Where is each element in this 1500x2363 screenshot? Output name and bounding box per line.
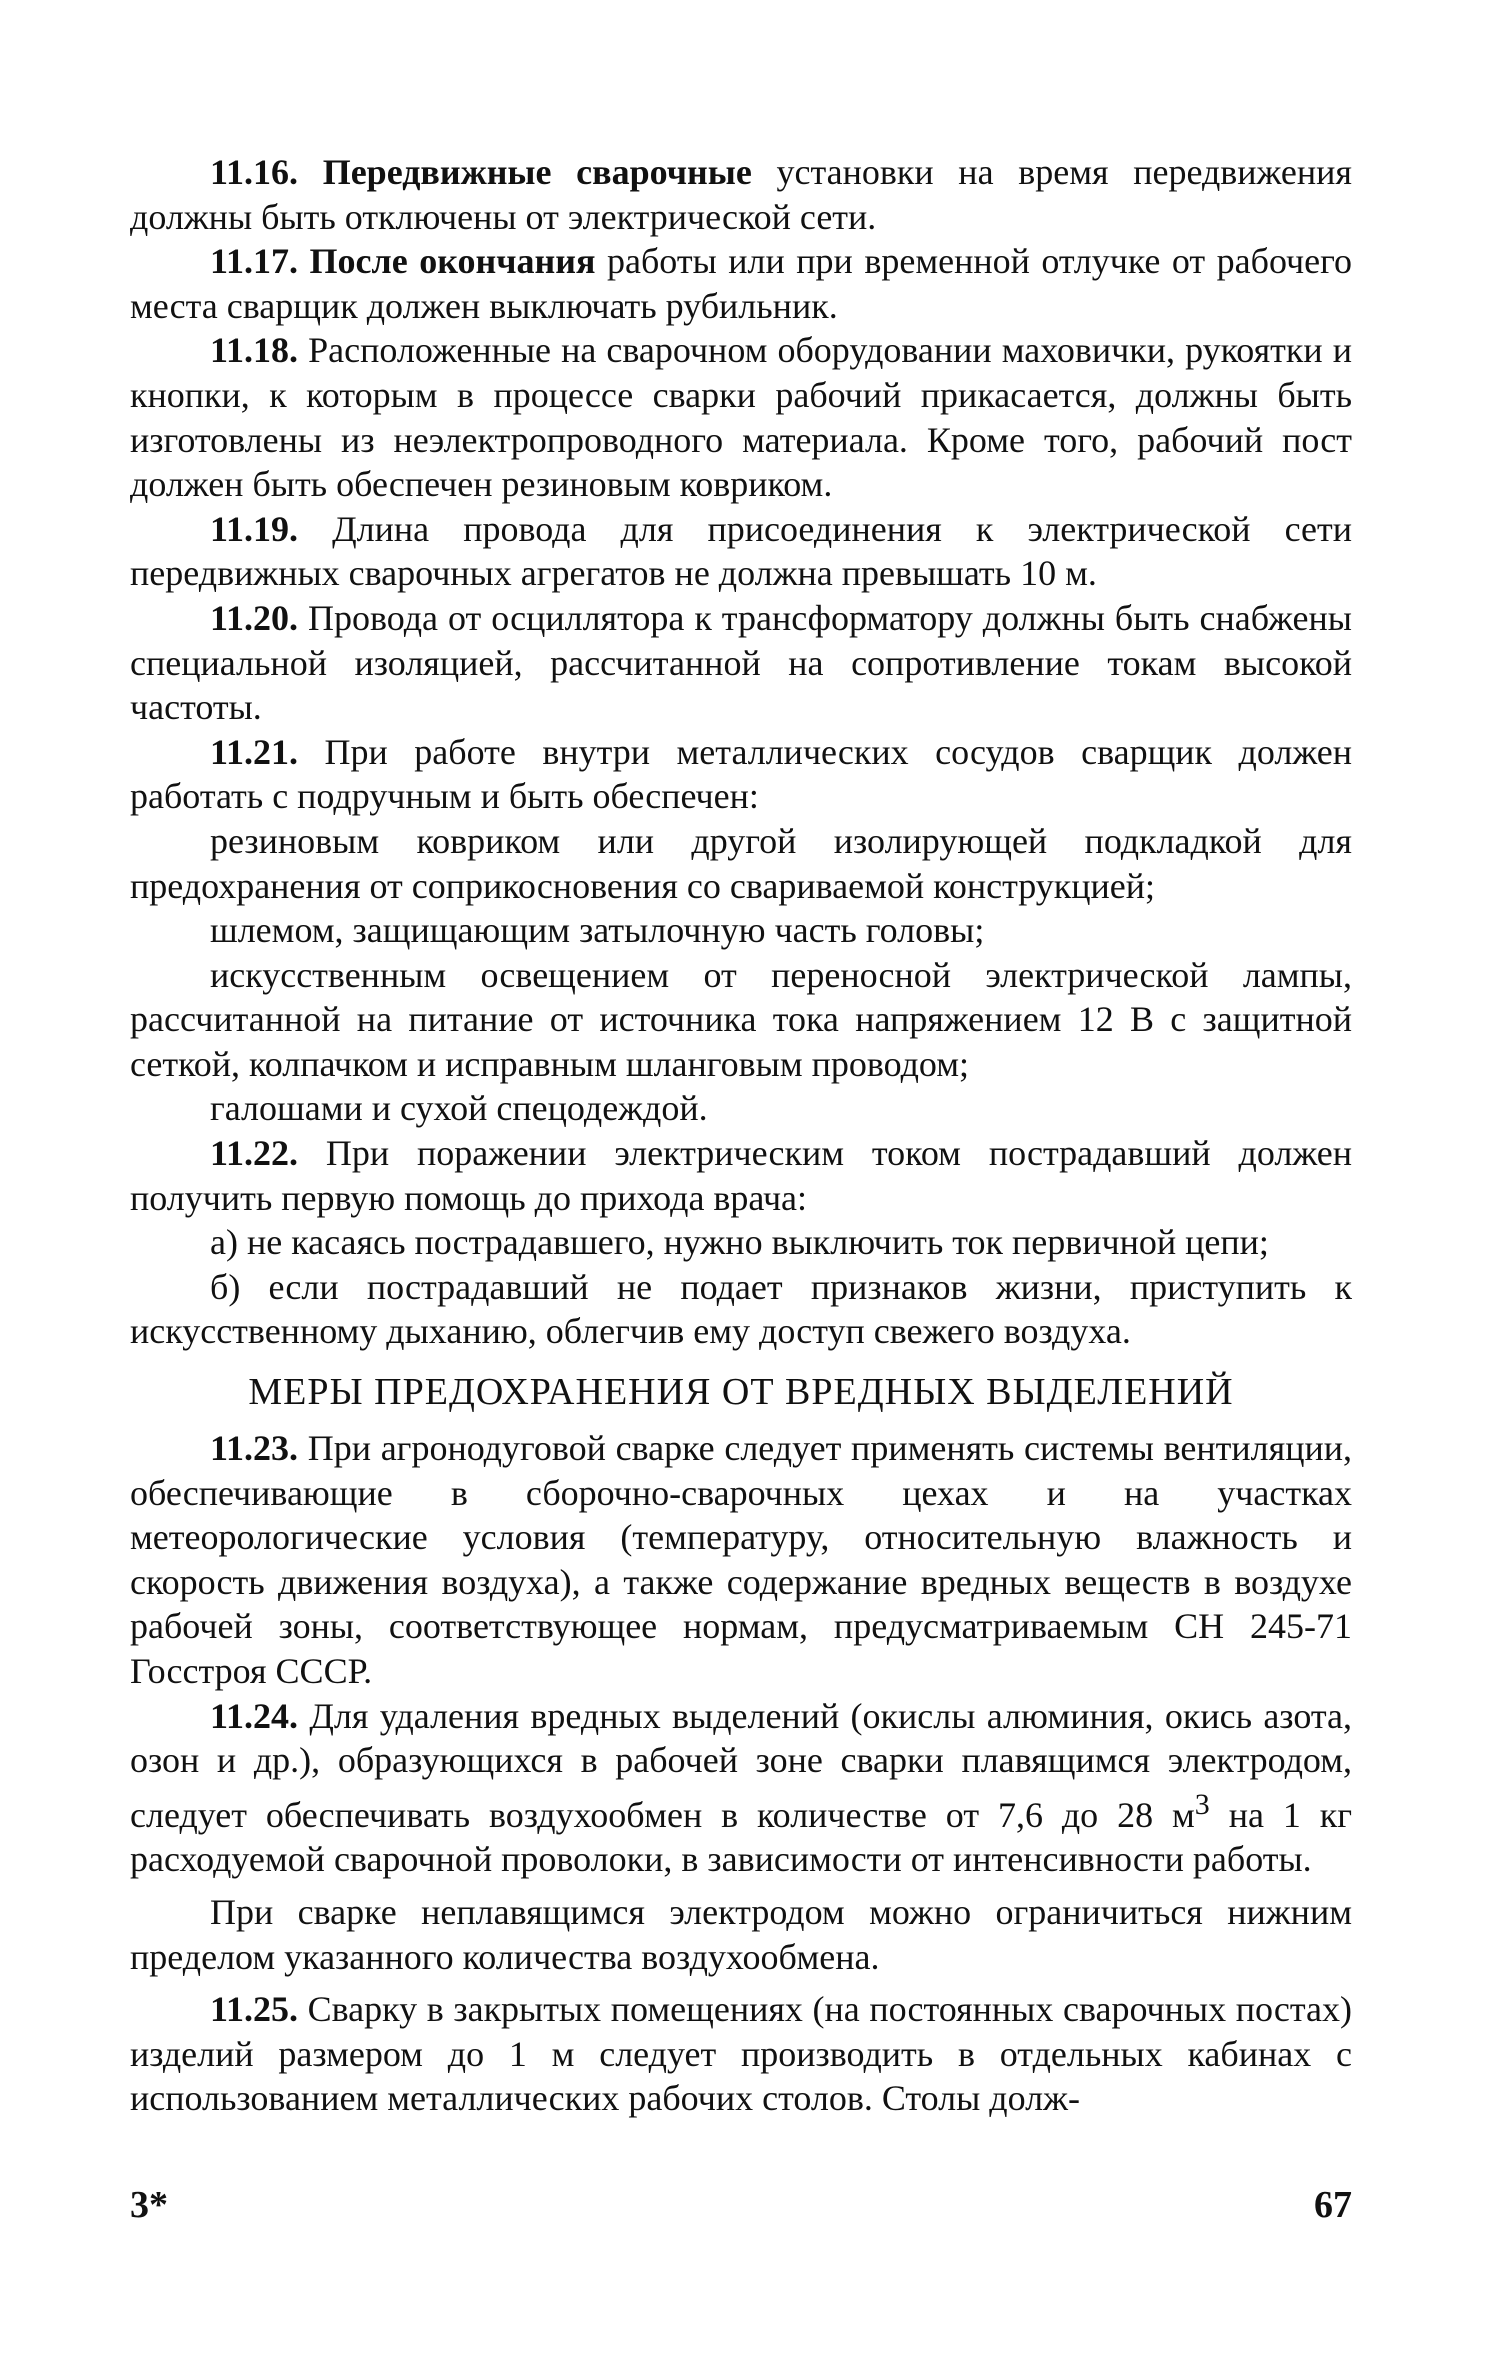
page-number: 67	[1314, 2184, 1352, 2226]
paragraph-11-24	[130, 1694, 1352, 1882]
section-heading: МЕРЫ ПРЕДОХРАНЕНИЯ ОТ ВРЕДНЫХ ВЫДЕЛЕНИЙ	[248, 1371, 1234, 1414]
list-item: шлемом, защищающим затылочную часть головы;	[210, 910, 985, 951]
clause-number: 11.24.	[210, 1695, 299, 1736]
signature-mark: 3*	[130, 2184, 168, 2226]
paragraph-11-18	[130, 328, 1352, 506]
paragraph-11-20	[130, 596, 1352, 730]
paragraph-11-17	[130, 239, 1352, 328]
clause-text: на 1 кг расходуемой сварочной проволоки, в зависимости от интенсивности работы.	[130, 1794, 1352, 1880]
list-item: галошами и сухой спецодеждой.	[210, 1088, 708, 1129]
superscript: 3	[1194, 1787, 1210, 1821]
paragraph-11-21	[130, 730, 1352, 819]
clause-lead: После окончания	[309, 241, 596, 282]
clause-text: Расположенные на сварочном оборудовании маховички, рукоятки и кнопки, к которым в процессе сварки рабочий прикасается, должны быть изготовлены из неэлектропроводного материала. Кроме того, рабочий пост должен быть обеспечен резиновым ковриком.	[130, 330, 1352, 505]
paragraph-11-23	[130, 1426, 1352, 1694]
list-item: а) не касаясь пострадавшего, нужно выключить ток первичной цепи;	[210, 1222, 1269, 1263]
clause-lead: Передвижные сварочные	[322, 152, 752, 192]
clause-number: 11.16.	[210, 152, 299, 192]
clause-number: 11.25.	[210, 1989, 299, 2030]
clause-text: Длина провода для присоединения к электрической сети передвижных сварочных агрегатов не должна превышать 10 м.	[130, 508, 1352, 594]
paragraph-11-22	[130, 1131, 1352, 1220]
clause-number: 11.20.	[210, 597, 299, 638]
spacer	[130, 1882, 1352, 1890]
clause-text: Для удаления вредных выделений (окислы алюминия, окись азота, озон и др.), образующихся в рабочей зоне сварки плавящимся электродом, следует обеспечивать воздухообмен в количестве от 7,6 до 28 м	[130, 1695, 1352, 1835]
paragraph-11-16	[130, 150, 1352, 239]
clause-text: При агронодуговой сварке следует применять системы вентиляции, обеспечивающие в сборочно-сварочных цехах и на участках метеорологические условия (температуру, относительную влажность и скорость движения воздуха), а также содержание вредных веществ в воздухе рабочей зоны, соответствующее нормам, предусматриваемым СН 245-71 Госстроя СССР.	[130, 1428, 1352, 1691]
clause-number: 11.17.	[210, 241, 299, 282]
list-item: резиновым ковриком или другой изолирующей подкладкой для предохранения от соприкосновения со свариваемой конструкцией;	[130, 820, 1352, 906]
page-body	[130, 150, 1352, 2121]
clause-text: Сварку в закрытых помещениях (на постоянных сварочных постах) изделий размером до 1 м следует производить в отдельных кабинах с использованием металлических рабочих столов. Столы долж-	[130, 1989, 1352, 2119]
spacer	[130, 1979, 1352, 1987]
clause-number: 11.23.	[210, 1428, 299, 1469]
paragraph-11-25	[130, 1987, 1352, 2121]
clause-number: 11.18.	[210, 330, 299, 371]
clause-text: При работе внутри металлических сосудов сварщик должен работать с подручным и быть обеспечен:	[130, 731, 1352, 817]
list-item: б) если пострадавший не подает признаков жизни, приступить к искусственному дыханию, облегчив ему доступ свежего воздуха.	[130, 1266, 1352, 1352]
list-item: искусственным освещением от переносной электрической лампы, рассчитанной на питание от источника тока напряжением 12 В с защитной сеткой, колпачком и исправным шланговым проводом;	[130, 954, 1352, 1084]
clause-text: Провода от осциллятора к трансформатору должны быть снабжены специальной изоляцией, рассчитанной на сопротивление токам высокой частоты.	[130, 597, 1352, 728]
clause-text: установки на время передвижения должны быть отключены от электрической сети.	[130, 152, 1352, 237]
paragraph-11-24-note: При сварке неплавящимся электродом можно ограничиться нижним пределом указанного количества воздухообмена.	[130, 1891, 1352, 1977]
clause-text: При поражении электрическим током пострадавший должен получить первую помощь до прихода врача:	[130, 1133, 1352, 1218]
paragraph-11-19	[130, 507, 1352, 596]
page-footer	[130, 2183, 1352, 2233]
clause-text: работы или при временной отлучке от рабочего места сварщик должен выключать рубильник.	[130, 241, 1353, 326]
clause-number: 11.19.	[210, 508, 299, 549]
clause-number: 11.22.	[210, 1133, 299, 1174]
clause-number: 11.21.	[210, 731, 299, 772]
